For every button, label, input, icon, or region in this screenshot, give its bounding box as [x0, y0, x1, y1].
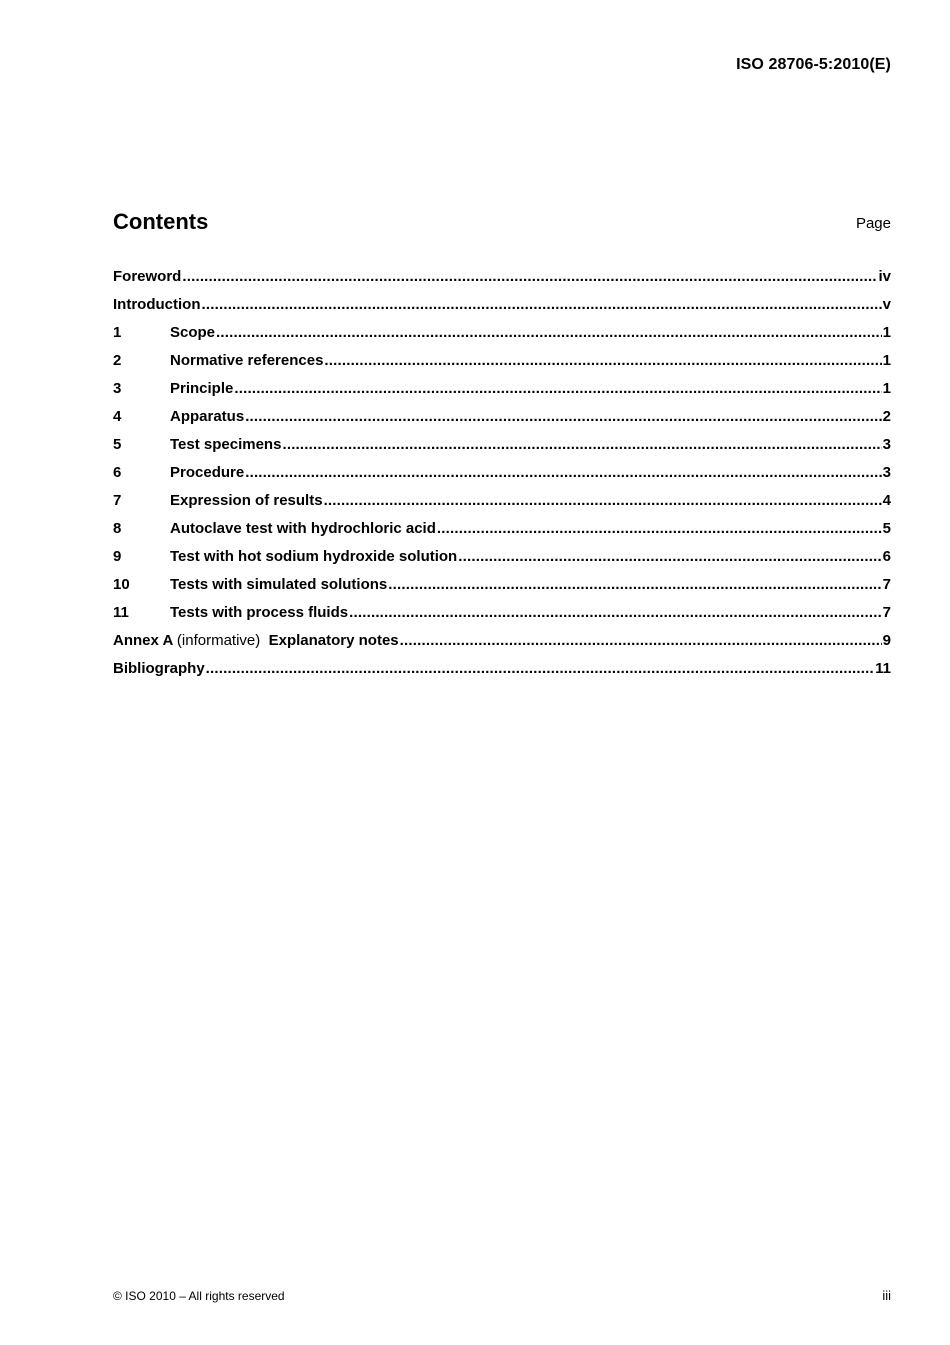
toc-leader: [182, 268, 877, 285]
toc-leader: [458, 548, 881, 565]
toc-entry-title: Autoclave test with hydrochloric acid: [170, 520, 436, 537]
toc-leader: [349, 604, 882, 621]
toc-entry-title: Test specimens: [170, 436, 282, 453]
toc-entry-title: Tests with simulated solutions: [170, 576, 388, 593]
toc-entry-bibliography[interactable]: [113, 660, 891, 688]
toc-leader: [282, 436, 881, 453]
toc-entry-autoclave-test[interactable]: [113, 520, 891, 548]
toc-leader: [206, 660, 874, 677]
toc-entry-apparatus[interactable]: [113, 408, 891, 436]
toc-entry-title: [113, 632, 399, 649]
toc-entry-page: 1: [882, 380, 891, 397]
footer-page-number: iii: [882, 1288, 891, 1303]
toc-entry-hot-sodium-hydroxide-test[interactable]: [113, 548, 891, 576]
toc-entry-page: iv: [878, 268, 891, 285]
toc-entry-title: Foreword: [113, 268, 182, 285]
toc-entry-principle[interactable]: [113, 380, 891, 408]
toc-leader: [201, 296, 881, 313]
toc-entry-number: 4: [113, 408, 122, 425]
toc-entry-title: Normative references: [170, 352, 324, 369]
toc-leader: [400, 632, 882, 649]
toc-entry-number: 6: [113, 464, 122, 481]
toc-leader: [234, 380, 881, 397]
toc-entry-page: 6: [882, 548, 891, 565]
toc-entry-number: 8: [113, 520, 122, 537]
toc-leader: [388, 576, 881, 593]
toc-entry-page: 3: [882, 436, 891, 453]
toc-leader: [324, 352, 881, 369]
toc-entry-title: Bibliography: [113, 660, 205, 677]
toc-entry-page: 9: [882, 632, 891, 649]
footer-copyright: © ISO 2010 – All rights reserved: [113, 1289, 285, 1303]
toc-entry-annex-a[interactable]: [113, 632, 891, 660]
toc-entry-title: Principle: [170, 380, 234, 397]
contents-header: [113, 209, 891, 235]
toc-entry-page: 3: [882, 464, 891, 481]
toc-entry-expression-of-results[interactable]: [113, 492, 891, 520]
toc-leader: [245, 408, 881, 425]
toc-entry-procedure[interactable]: [113, 464, 891, 492]
toc-entry-test-specimens[interactable]: [113, 436, 891, 464]
toc-entry-page: 4: [882, 492, 891, 509]
toc-entry-title: Test with hot sodium hydroxide solution: [170, 548, 458, 565]
toc-leader: [216, 324, 882, 341]
toc-entry-number: 1: [113, 324, 122, 341]
toc-entry-normative-references[interactable]: [113, 352, 891, 380]
toc-entry-number: 5: [113, 436, 122, 453]
toc-entry-introduction[interactable]: [113, 296, 891, 324]
toc-leader: [324, 492, 882, 509]
toc-entry-process-fluids[interactable]: [113, 604, 891, 632]
toc-entry-page: 2: [882, 408, 891, 425]
toc-entry-number: 7: [113, 492, 122, 509]
toc-entry-title: Scope: [170, 324, 216, 341]
toc-entry-page: 5: [882, 520, 891, 537]
toc-leader: [245, 464, 881, 481]
toc-entry-number: 10: [113, 576, 130, 593]
toc-entry-number: 11: [113, 604, 129, 621]
toc-entry-number: 3: [113, 380, 122, 397]
toc-entry-foreword[interactable]: [113, 268, 891, 296]
table-of-contents: [113, 268, 891, 688]
toc-entry-title: Procedure: [170, 464, 245, 481]
toc-leader: [437, 520, 882, 537]
annex-title: Explanatory notes: [268, 632, 399, 649]
toc-entry-title: Introduction: [113, 296, 201, 313]
toc-entry-title: Expression of results: [170, 492, 323, 509]
toc-entry-simulated-solutions[interactable]: [113, 576, 891, 604]
toc-entry-page: 11: [875, 660, 891, 677]
toc-entry-number: 9: [113, 548, 122, 565]
contents-title: Contents: [113, 209, 209, 234]
annex-label: Annex A: [113, 632, 173, 649]
toc-entry-page: 1: [882, 352, 891, 369]
toc-entry-title: Tests with process fluids: [170, 604, 349, 621]
toc-entry-title: Apparatus: [170, 408, 245, 425]
toc-entry-page: v: [882, 296, 891, 313]
toc-entry-page: 7: [882, 576, 891, 593]
toc-entry-scope[interactable]: [113, 324, 891, 352]
document-id: ISO 28706-5:2010(E): [736, 56, 891, 73]
annex-note: (informative): [176, 632, 261, 649]
toc-entry-page: 1: [882, 324, 891, 341]
page-column-label: Page: [855, 215, 891, 232]
toc-entry-page: 7: [882, 604, 891, 621]
toc-entry-number: 2: [113, 352, 122, 369]
